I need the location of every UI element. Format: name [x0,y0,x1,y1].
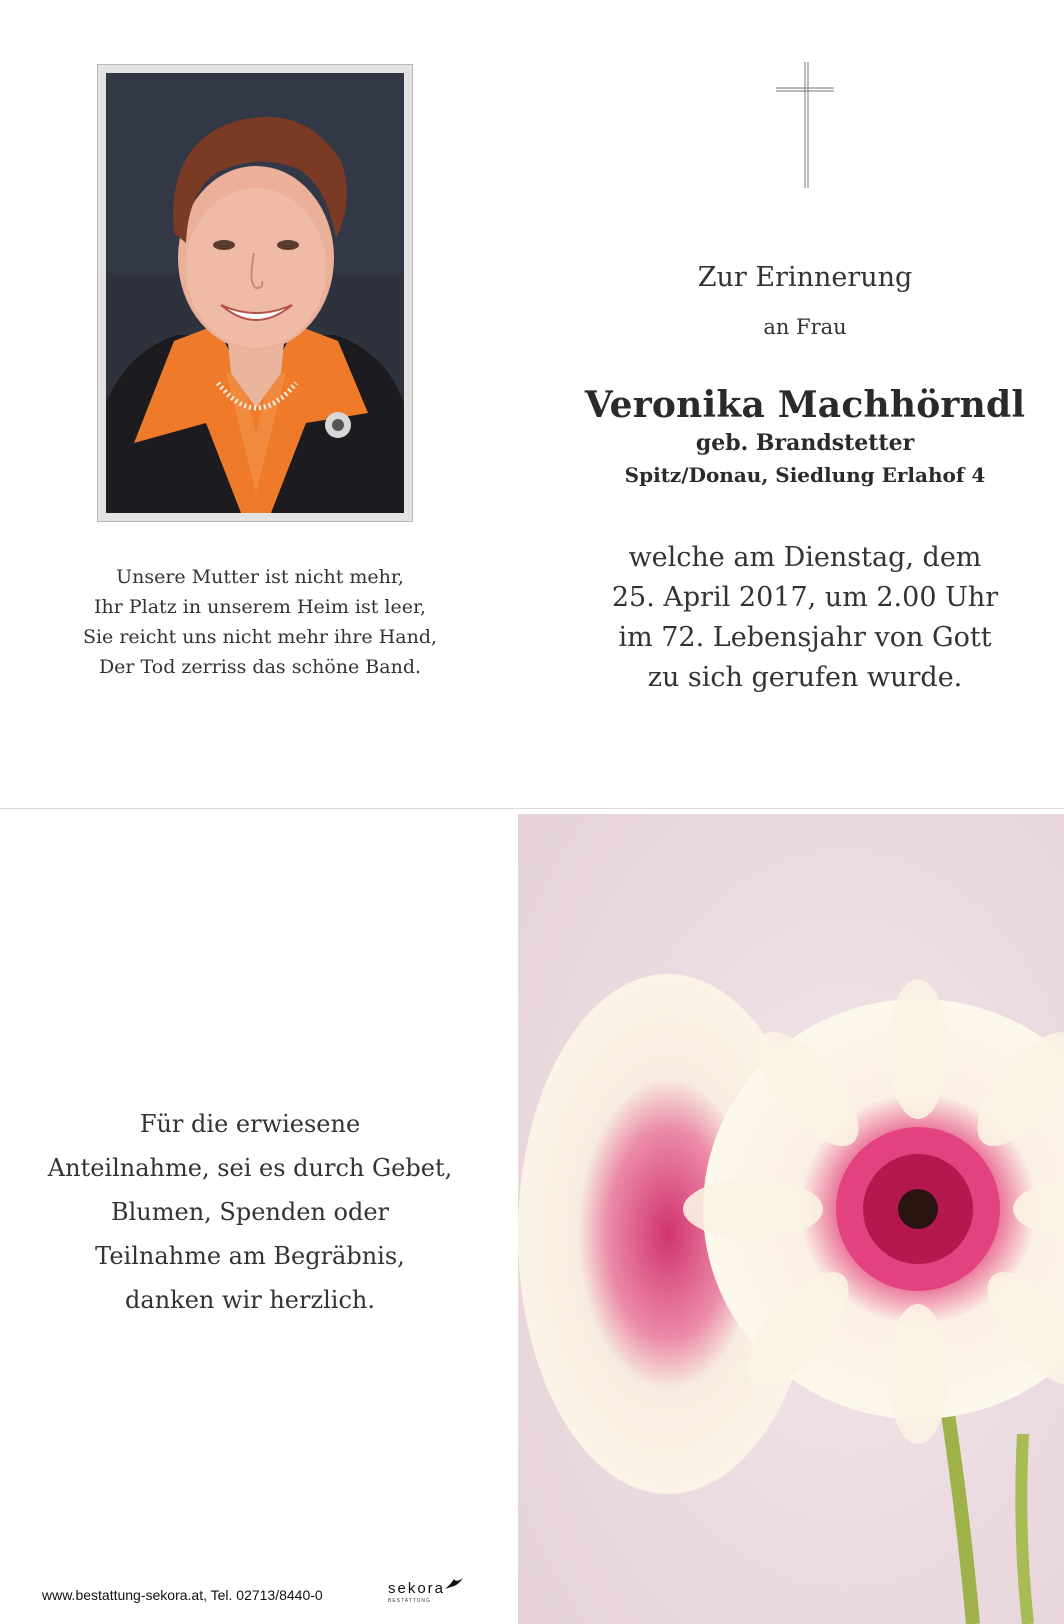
poem-line: Sie reicht uns nicht mehr ihre Hand, [82,626,438,648]
poem [60,562,460,682]
death-notice-line: im 72. Lebensjahr von Gott [618,622,992,653]
thanks-line: Anteilnahme, sei es durch Gebet, [47,1154,453,1182]
death-notice-line: zu sich gerufen wurde. [647,662,963,693]
poem-line: Der Tod zerriss das schöne Band. [98,656,422,678]
death-notice-line: 25. April 2017, um 2.00 Uhr [611,582,999,613]
funeral-home-logo-subtext: BESTATTUNG [388,1598,431,1604]
funeral-home-logo: sekora [388,1580,446,1597]
portrait-photo [106,73,404,513]
intro-subheading: an Frau [763,315,847,339]
thanks-line: danken wir herzlich. [125,1286,375,1314]
thanks-line: Für die erwiesene [139,1110,361,1138]
flower-image [518,814,1064,1624]
death-notice [560,538,1050,698]
birth-name: geb. Brandstetter [695,430,915,456]
thanks-line: Blumen, Spenden oder [110,1198,390,1226]
poem-line: Ihr Platz in unserem Heim ist leer, [94,596,426,618]
death-notice-line: welche am Dienstag, dem [628,542,982,573]
poem-line: Unsere Mutter ist nicht mehr, [116,566,404,588]
address: Spitz/Donau, Siedlung Erlahof 4 [624,463,986,487]
card-front [0,0,1064,808]
bird-icon [444,1576,464,1595]
portrait-frame [97,64,413,522]
deceased-name: Veronika Machhörndl [584,384,1026,426]
thanks-line: Teilnahme am Begräbnis, [95,1242,405,1270]
cross-icon [770,60,840,190]
thank-you-text [40,1102,460,1322]
intro-heading: Zur Erinnerung [697,262,913,293]
footer-contact: www.bestattung-sekora.at, Tel. 02713/8440-0 [42,1587,323,1603]
